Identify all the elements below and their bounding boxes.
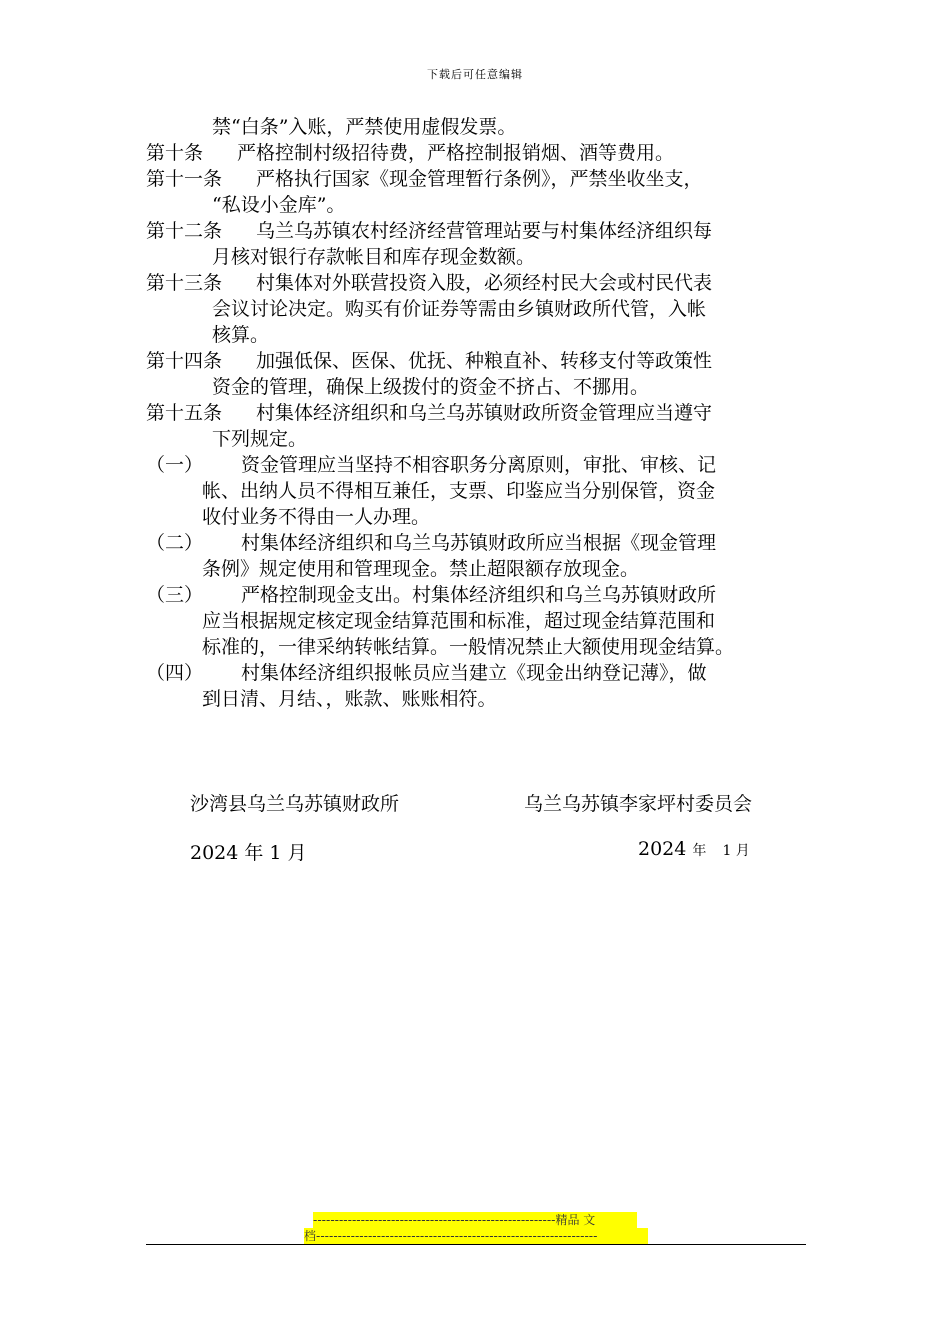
article-13 [146, 270, 826, 296]
article-number: 第十四条 [146, 350, 223, 372]
article-continuation: 月核对银行存款帐目和库存现金数额。 [212, 246, 536, 268]
clause-2 [146, 530, 826, 556]
article-number: 第十一条 [146, 168, 223, 190]
clause-text: 村集体经济组织和乌兰乌苏镇财政所应当根据《现金管理 [241, 532, 717, 554]
document-body [146, 114, 826, 712]
article-continuation: 资金的管理，确保上级拨付的资金不挤占、不挪用。 [212, 376, 650, 398]
article-15 [146, 400, 826, 426]
clause-3 [146, 582, 826, 608]
page-header: 下载后可任意编辑 [427, 68, 523, 81]
article-continuation: 下列规定。 [212, 428, 308, 450]
date-month: 1 月 [722, 843, 750, 859]
date-year: 2024 [638, 838, 687, 860]
date-year-unit: 年 [692, 843, 707, 859]
article-12 [146, 218, 826, 244]
clause-continuation: 收付业务不得由一人办理。 [202, 506, 431, 528]
footer-divider [146, 1244, 806, 1245]
article-number: 第十二条 [146, 220, 223, 242]
article-continuation: 核算。 [212, 324, 270, 346]
article-continuation: “私设小金库”。 [212, 194, 346, 216]
clause-continuation: 应当根据规定核定现金结算范围和标准，超过现金结算范围和 [202, 610, 716, 632]
article-number: 第十三条 [146, 272, 223, 294]
clause-4 [146, 660, 826, 686]
right-signature-date [638, 838, 750, 860]
footer-watermark-line2: 档----------------------------------------------------------------- [304, 1228, 648, 1244]
clause-continuation: 帐、出纳人员不得相互兼任，支票、印鉴应当分别保管，资金 [202, 480, 716, 502]
article-text: 严格执行国家《现金管理暂行条例》，严禁坐收坐支， [256, 168, 703, 190]
clause-continuation: 条例》规定使用和管理现金。禁止超限额存放现金。 [202, 558, 640, 580]
clause-text: 资金管理应当坚持不相容职务分离原则，审批、审核、记 [241, 454, 717, 476]
article-continuation: 会议讨论决定。购买有价证券等需由乡镇财政所代管，入帐 [212, 298, 707, 320]
article-11 [146, 166, 826, 192]
right-signature-org: 乌兰乌苏镇李家坪村委员会 [524, 793, 753, 815]
article-number: 第十五条 [146, 402, 223, 424]
clause-number: （四） [146, 662, 204, 684]
left-signature-org: 沙湾县乌兰乌苏镇财政所 [190, 793, 400, 815]
clause-number: （三） [146, 584, 204, 606]
article-text: 村集体对外联营投资入股，必须经村民大会或村民代表 [256, 272, 713, 294]
article-number: 第十条 [146, 142, 204, 164]
clause-text: 严格控制现金支出。村集体经济组织和乌兰乌苏镇财政所 [241, 584, 717, 606]
article-text: 村集体经济组织和乌兰乌苏镇财政所资金管理应当遵守 [256, 402, 713, 424]
article-text: 严格控制村级招待费，严格控制报销烟、酒等费用。 [237, 142, 675, 164]
clause-continuation: 标准的，一律采纳转帐结算。一般情况禁止大额使用现金结算。 [202, 636, 735, 658]
clause-continuation: 到日清、月结、，账款、账账相符。 [202, 688, 497, 710]
clause-number: （一） [146, 454, 204, 476]
clause-number: （二） [146, 532, 204, 554]
left-signature-date: 2024 年 1 月 [190, 842, 307, 864]
article-text: 加强低保、医保、优抚、种粮直补、转移支付等政策性 [256, 350, 713, 372]
clause-text: 村集体经济组织报帐员应当建立《现金出纳登记薄》，做 [241, 662, 707, 684]
article-10 [146, 140, 826, 166]
clause-1 [146, 452, 826, 478]
article-text: 乌兰乌苏镇农村经济经营管理站要与村集体经济组织每 [256, 220, 713, 242]
footer-watermark-line1: --------------------------------------------------------精品 文 [313, 1212, 637, 1228]
text-line: 禁“白条”入账，严禁使用虚假发票。 [212, 116, 517, 138]
article-14 [146, 348, 826, 374]
